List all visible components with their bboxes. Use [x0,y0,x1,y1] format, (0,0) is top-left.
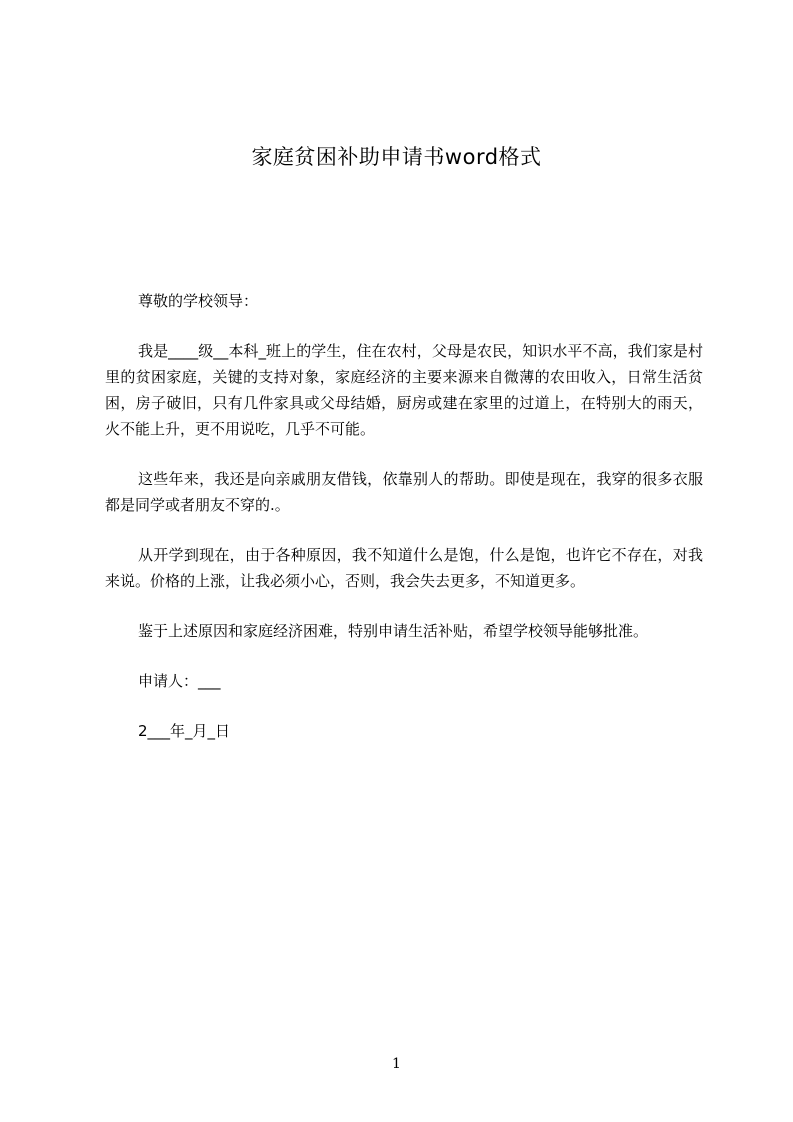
document-body [105,288,703,768]
date-line: 2___年_月_日 [138,722,231,740]
body-paragraph-4: 鉴于上述原因和家庭经济困难，特别申请生活补贴，希望学校领导能够批准。 [138,622,649,640]
document-title: 家庭贫困补助申请书word格式 [251,145,542,169]
body-paragraph-2: 这些年来，我还是向亲戚朋友借钱，依靠别人的帮助。即使是现在，我穿的很多衣服都是同学或者朋友不穿的.。 [105,470,703,514]
body-paragraph-3: 从开学到现在，由于各种原因，我不知道什么是饱，什么是饱，也许它不存在，对我来说。价格的上涨，让我必须小心，否则，我会失去更多，不知道更多。 [105,546,703,590]
salutation: 尊敬的学校领导： [138,292,259,310]
applicant-line: 申请人：___ [138,672,221,690]
body-paragraph-1: 我是____级__本科_班上的学生，住在农村，父母是农民，知识水平不高，我们家是村里的贫困家庭，关键的支持对象，家庭经济的主要来源来自微薄的农田收入，日常生活贫困，房子破旧，只有几件家具或父母结婚，厨房或建在家里的过道上，在特别大的雨天，火不能上升，更不用说吃，几乎不可能。 [105,342,703,438]
page-number: 1 [392,1056,401,1072]
